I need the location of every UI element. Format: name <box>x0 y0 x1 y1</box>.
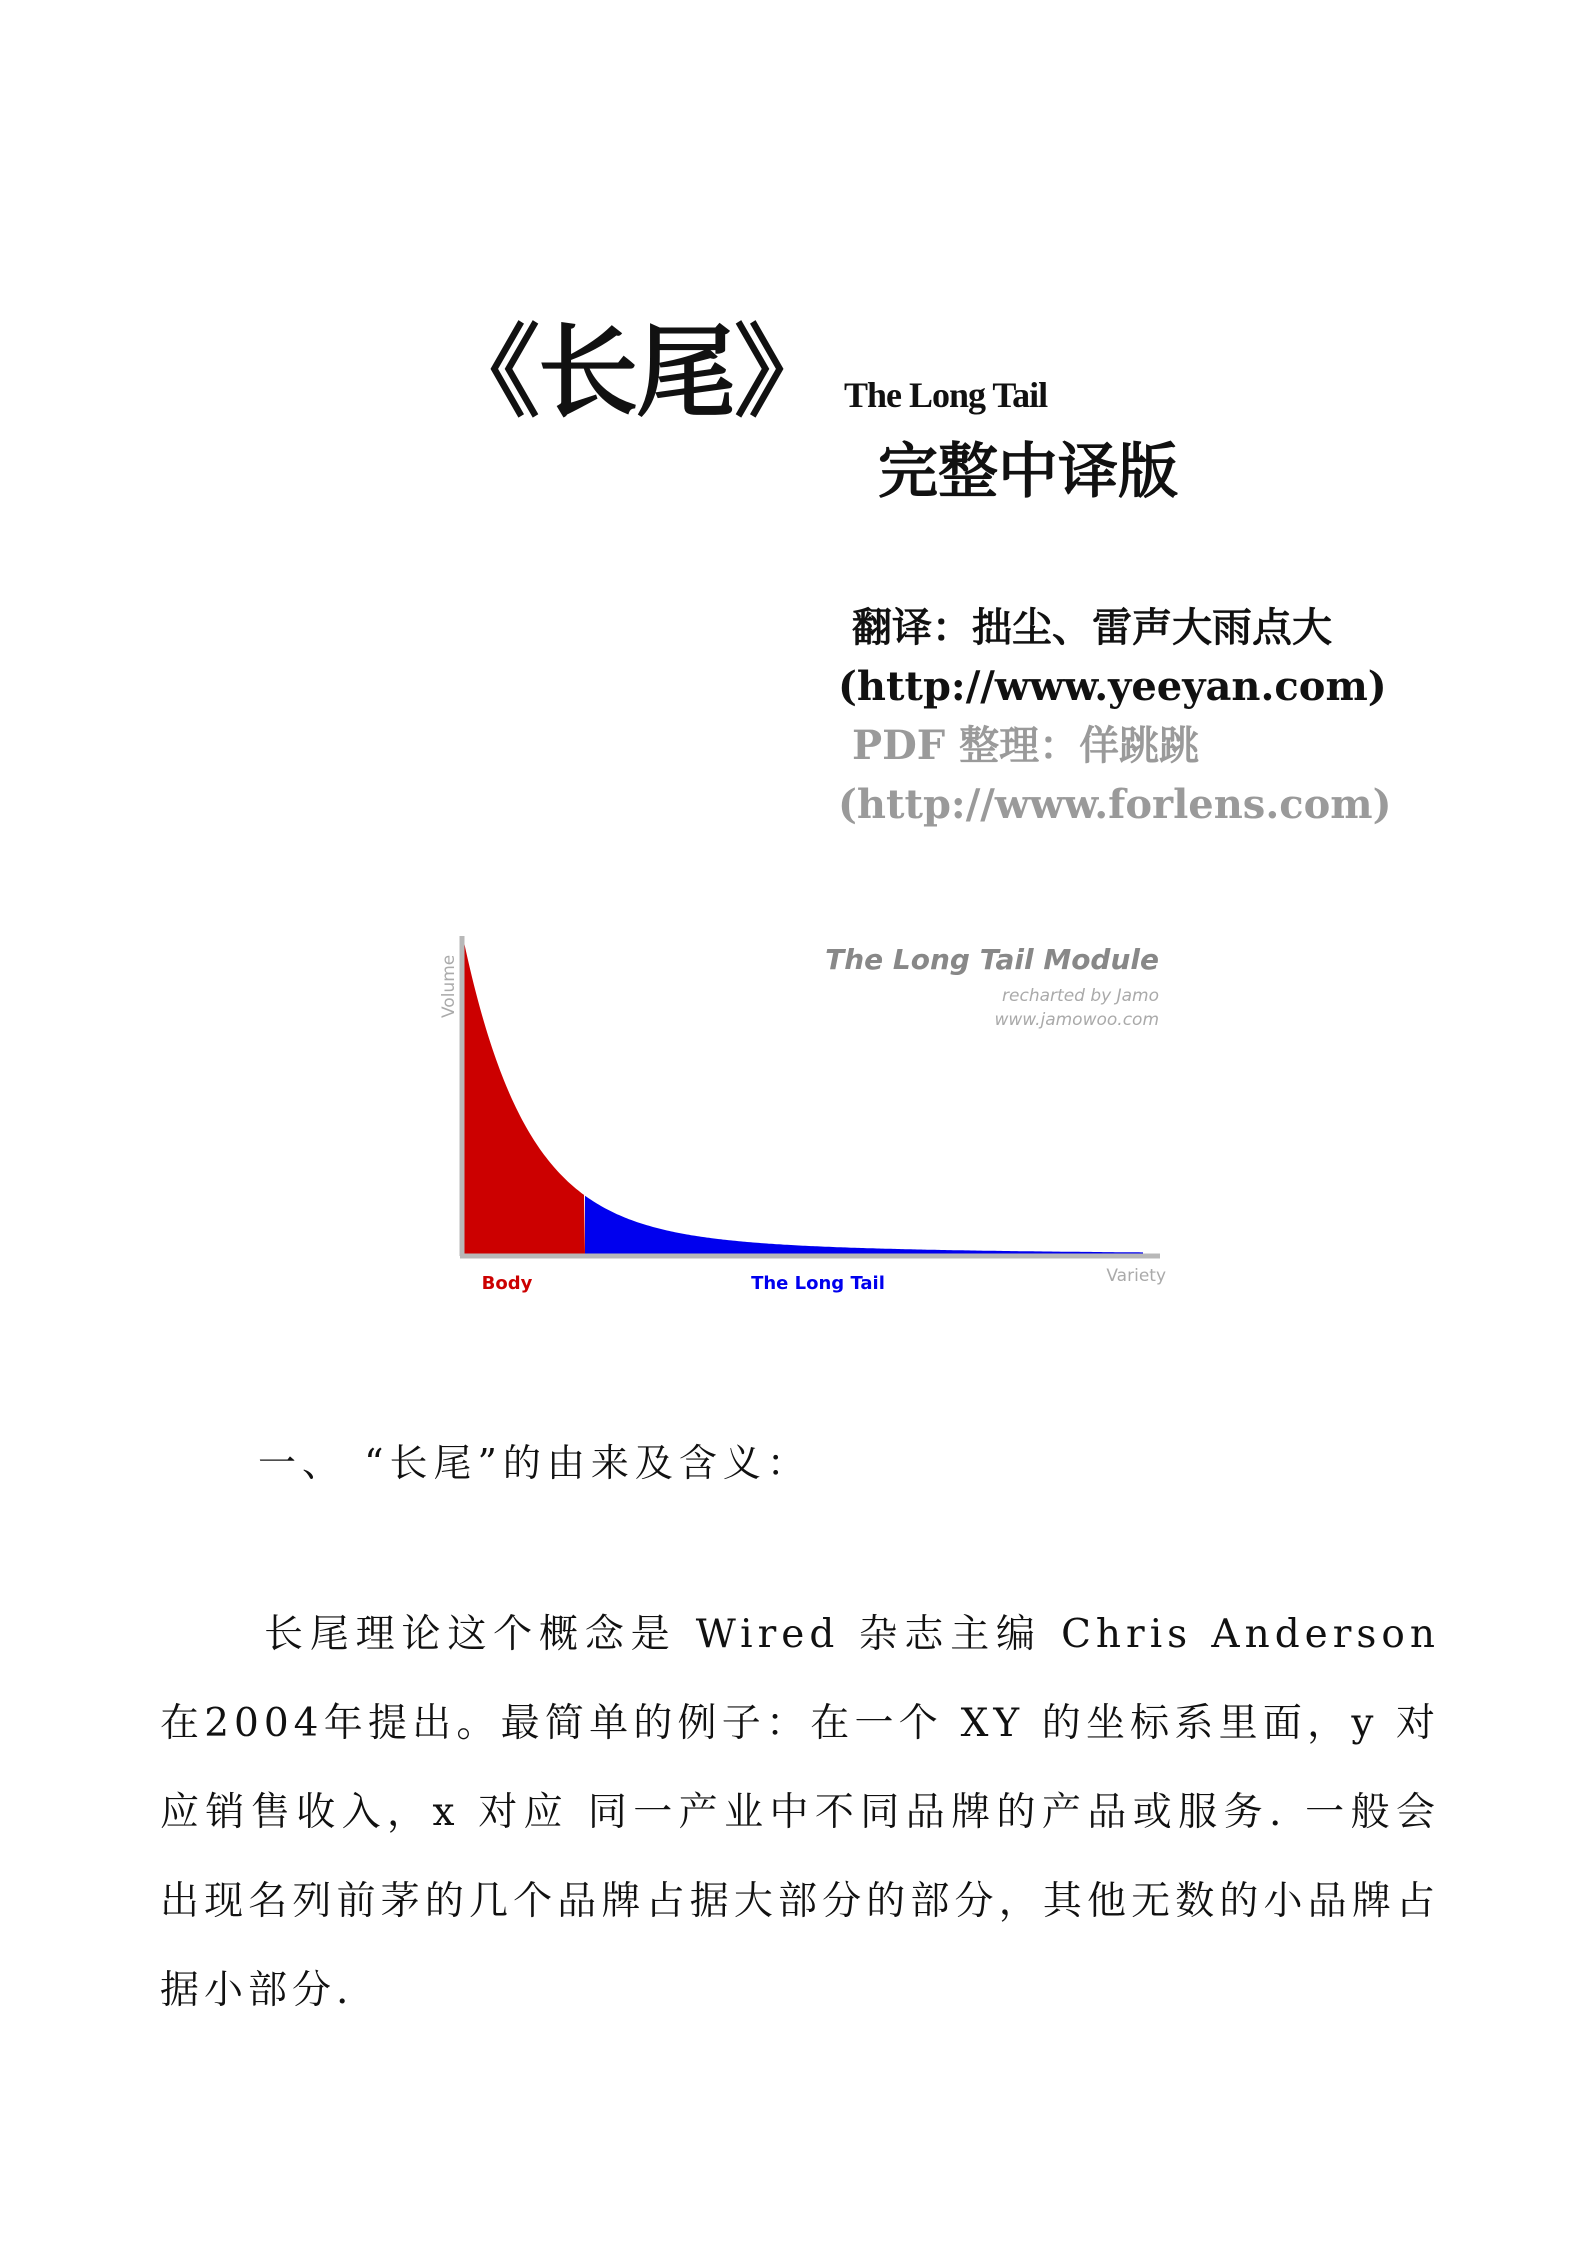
title-chinese: 《长尾》 <box>440 313 832 431</box>
chart-title: The Long Tail Module <box>825 943 1159 976</box>
document-title <box>440 292 1047 436</box>
credits-block <box>838 598 1392 834</box>
pdf-editor-credit: PDF 整理：佯跳跳 <box>852 722 1200 769</box>
long-tail-legend-label: The Long Tail <box>751 1273 885 1294</box>
y-axis-label: Volume <box>439 954 459 1018</box>
x-axis-label: Variety <box>1106 1266 1166 1286</box>
translators-credit: 翻译：拙尘、雷声大雨点大 <box>852 604 1332 651</box>
pdf-editor-url: (http://www.forlens.com) <box>838 781 1392 828</box>
paragraph: 长尾理论这个概念是 Wired 杂志主编 Chris Anderson 在2004年提出。最简单的例子：在一个 XY 的坐标系里面，y 对应销售收入，x 对应 同一产业中不同品牌的产品或服务. 一般会出现名列前茅的几个品牌占据大部分的部分，其他无数的小品牌占据小部分. <box>160 1612 1440 2013</box>
document-subtitle: 完整中译版 <box>878 437 1178 507</box>
body-legend-label: Body <box>481 1273 533 1294</box>
translators-url: (http://www.yeeyan.com) <box>838 663 1387 710</box>
long-tail-area <box>585 1196 1143 1254</box>
chart-subtitle: recharted by Jamo <box>1002 986 1159 1006</box>
long-tail-chart <box>428 920 1178 1300</box>
title-english: The Long Tail <box>844 375 1048 415</box>
body-area <box>464 942 585 1254</box>
section-heading: 一、 “长尾”的由来及含义： <box>258 1441 811 1485</box>
body-text <box>160 1590 1440 2035</box>
chart-source: www.jamowoo.com <box>994 1010 1159 1030</box>
